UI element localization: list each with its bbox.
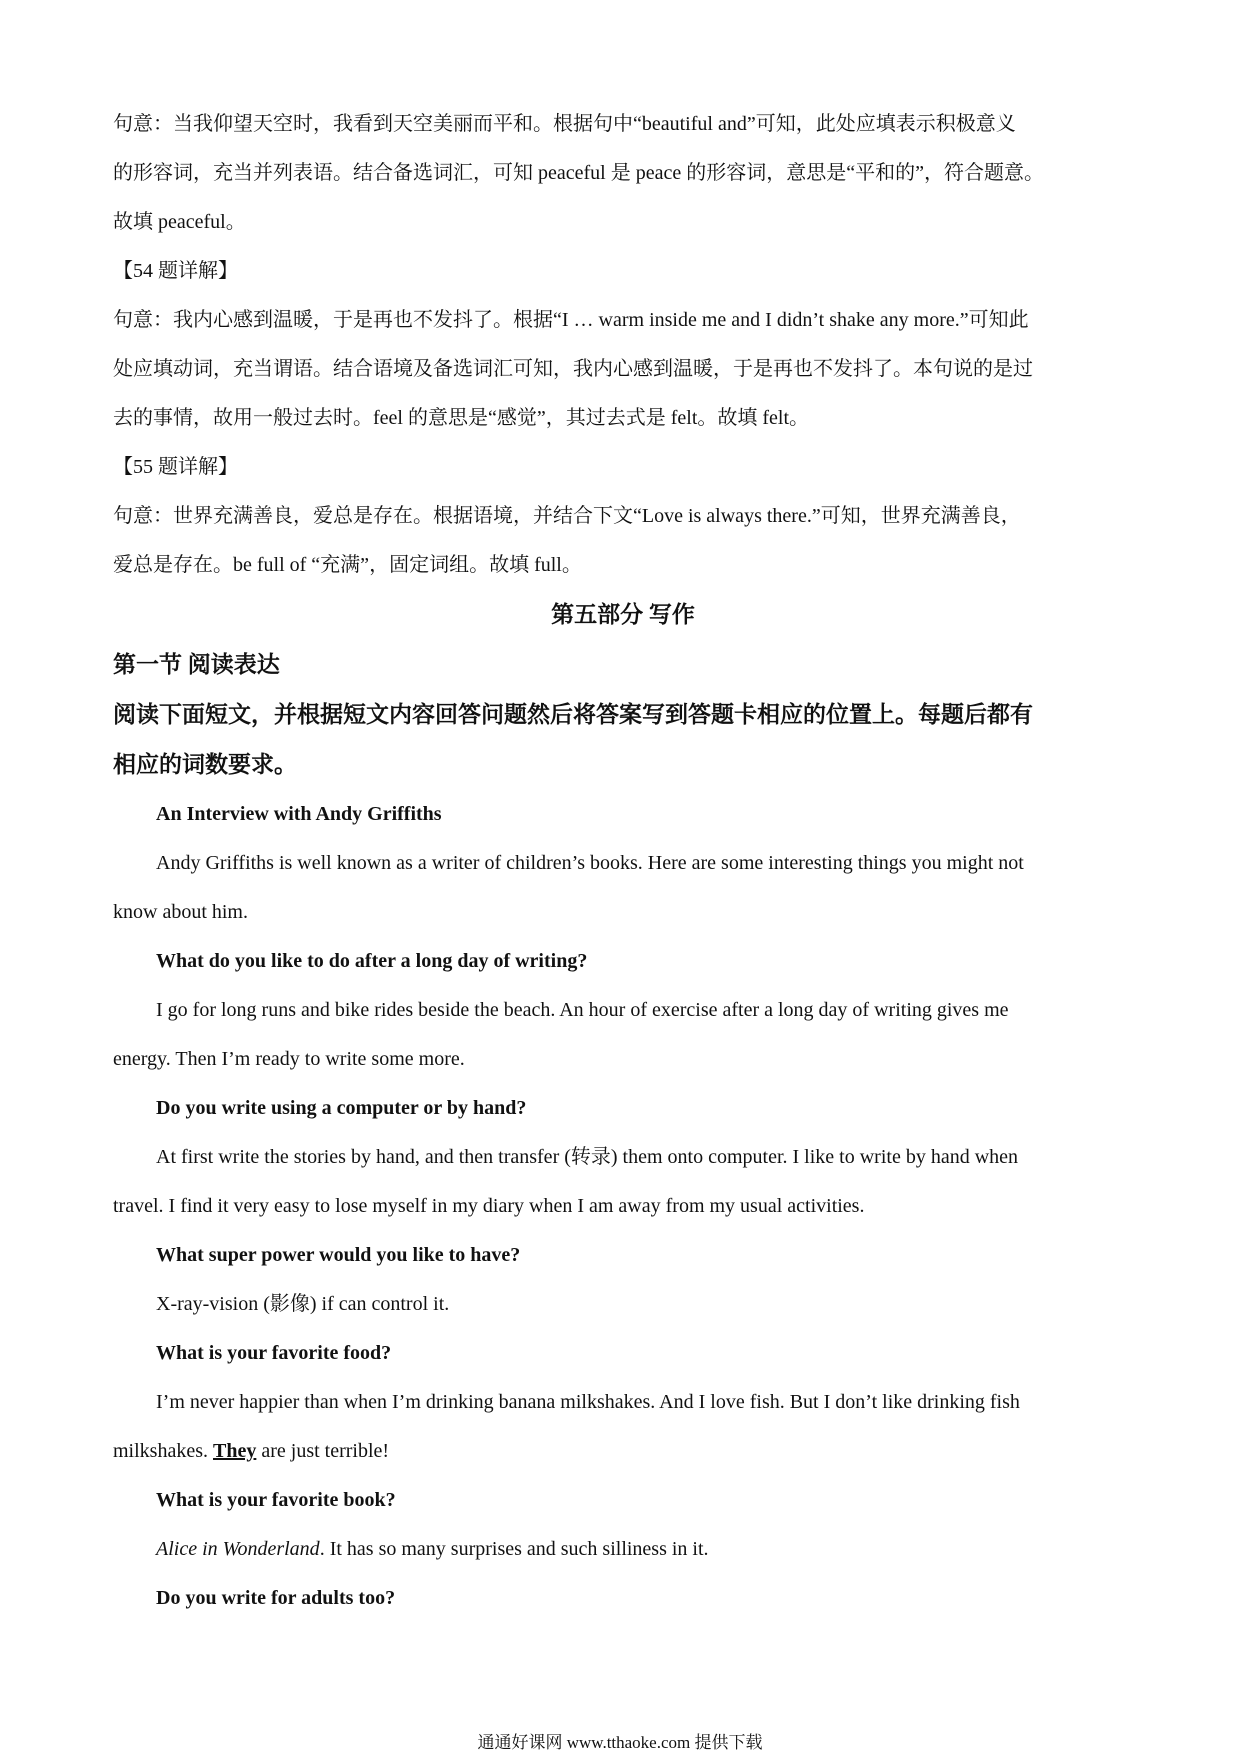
question-55-label: 【55 题详解】 — [113, 456, 238, 478]
interview-question-6: Do you write for adults too? — [156, 1587, 396, 1609]
interview-answer-2-line2: travel. I find it very easy to lose myself in my diary when I am away from my usual activities. — [113, 1195, 865, 1217]
explanation-54-line1: 句意：我内心感到温暖，于是再也不发抖了。根据“I … warm inside me and I didn’t shake any more.”可知此 — [113, 309, 1029, 331]
explanation-55-line2: 爱总是存在。be full of “充满”，固定词组。故填 full。 — [113, 554, 582, 576]
interview-answer-4-line2 — [113, 1427, 1133, 1476]
answer-4-text-post: are just terrible! — [256, 1440, 390, 1462]
explanation-53-line1: 句意：当我仰望天空时，我看到天空美丽而平和。根据句中“beautiful and”可知，此处应填表示积极意义 — [113, 113, 1016, 135]
underlined-word-they: They — [213, 1440, 257, 1462]
passage-intro-line1: Andy Griffiths is well known as a writer of children’s books. Here are some interesting things you might not — [156, 852, 1024, 874]
part-title: 第五部分 写作 — [551, 602, 695, 627]
instruction-line2: 相应的词数要求。 — [113, 752, 297, 777]
interview-question-3: What super power would you like to have? — [156, 1244, 521, 1266]
page-footer: 通通好课网 www.tthaoke.com 提供下载 — [477, 1733, 763, 1752]
interview-question-1: What do you like to do after a long day of writing? — [156, 950, 588, 972]
answer-4-text-pre: milkshakes. — [113, 1440, 213, 1462]
interview-answer-3: X-ray-vision (影像) if can control it. — [156, 1293, 450, 1315]
explanation-53-line2: 的形容词，充当并列表语。结合备选词汇，可知 peaceful 是 peace 的形容词，意思是“平和的”，符合题意。 — [113, 162, 1044, 184]
page-content — [113, 100, 1133, 1623]
passage-title: An Interview with Andy Griffiths — [156, 803, 442, 825]
explanation-55-line1: 句意：世界充满善良，爱总是存在。根据语境，并结合下文“Love is always there.”可知，世界充满善良， — [113, 505, 1021, 527]
explanation-53-line3: 故填 peaceful。 — [113, 211, 246, 233]
question-54-label: 【54 题详解】 — [113, 260, 238, 282]
explanation-54-line3: 去的事情，故用一般过去时。feel 的意思是“感觉”，其过去式是 felt。故填 felt。 — [113, 407, 810, 429]
book-title: Alice in Wonderland — [156, 1538, 320, 1560]
interview-question-5: What is your favorite book? — [156, 1489, 396, 1511]
interview-answer-1-line1: I go for long runs and bike rides beside the beach. An hour of exercise after a long day of writing gives me — [156, 999, 1009, 1021]
section-title: 第一节 阅读表达 — [113, 652, 280, 677]
interview-answer-4-line1: I’m never happier than when I’m drinking banana milkshakes. And I love fish. But I don’t like drinking fish — [156, 1391, 1020, 1413]
passage-intro-line2: know about him. — [113, 901, 248, 923]
instruction-line1: 阅读下面短文，并根据短文内容回答问题然后将答案写到答题卡相应的位置上。每题后都有 — [113, 702, 1033, 727]
interview-answer-5 — [113, 1525, 1133, 1574]
interview-answer-2-line1: At first write the stories by hand, and then transfer (转录) them onto computer. I like to write by hand when — [156, 1146, 1019, 1168]
answer-5-rest: . It has so many surprises and such silliness in it. — [319, 1538, 709, 1560]
interview-question-4: What is your favorite food? — [156, 1342, 392, 1364]
interview-question-2: Do you write using a computer or by hand? — [156, 1097, 527, 1119]
interview-answer-1-line2: energy. Then I’m ready to write some more. — [113, 1048, 465, 1070]
explanation-54-line2: 处应填动词，充当谓语。结合语境及备选词汇可知，我内心感到温暖，于是再也不发抖了。本句说的是过 — [113, 358, 1033, 380]
